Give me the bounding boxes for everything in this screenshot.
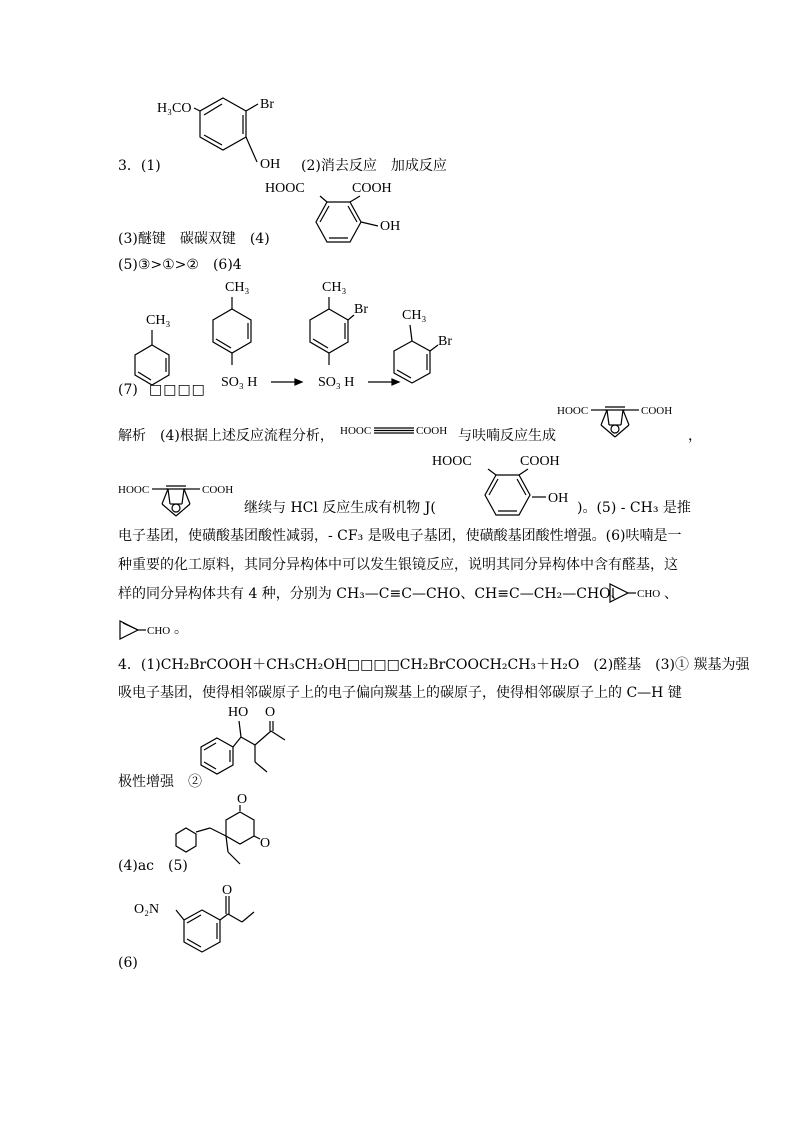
svg-text:HOOC: HOOC: [340, 425, 372, 437]
analysis-end: 。: [174, 621, 188, 637]
molecule-bromotoluenesulfonic-acid: [302, 275, 402, 395]
svg-text:HOOC: HOOC: [118, 484, 150, 496]
analysis-line2b: )。(5) - CH₃ 是推: [577, 500, 691, 516]
svg-text:O: O: [222, 883, 233, 898]
molecule-aldol-product: [195, 700, 305, 785]
q3-item1: 3．(1): [118, 158, 161, 174]
q4-item4: (4)ac (5): [118, 858, 188, 874]
q4-line1: 4．(1)CH₂BrCOOH＋CH₃CH₂OH□□□□CH₂BrCOOCH₂CH₃＋H₂O (2)醛基 (3)① 羰基为强: [118, 657, 750, 673]
analysis-line4: 种重要的化工原料，其同分异构体中可以发生银镜反应，说明其同分异构体中含有醛基，这: [118, 557, 678, 573]
q3-item7-reagent: □□□□: [149, 382, 206, 398]
svg-text:OH: OH: [548, 491, 569, 506]
molecule-toluenesulfonic-acid: [205, 275, 305, 395]
svg-text:CHO: CHO: [637, 588, 661, 600]
svg-text:O: O: [265, 705, 276, 720]
q4-item6: (6): [118, 955, 138, 971]
q3-item5: (5)③>①>② (6)4: [118, 257, 242, 273]
analysis-line1a: 解析 (4)根据上述反应流程分析，: [118, 428, 334, 444]
label-ch3: CH₃: [322, 280, 347, 295]
svg-text:CHO: CHO: [147, 625, 171, 637]
acetylenedicarboxylic-acid: [340, 420, 460, 440]
svg-text:HO: HO: [228, 705, 249, 720]
svg-text:COOH: COOH: [520, 454, 560, 469]
label-so3h: SO₃ H: [318, 375, 355, 390]
label-so3h: SO₃ H: [221, 375, 258, 390]
molecule-bromo-methoxyphenol: [140, 88, 300, 178]
q3-item2: (2)消去反应 加成反应: [301, 158, 447, 174]
label-br: Br: [354, 302, 368, 317]
svg-text:COOH: COOH: [641, 405, 673, 417]
label-br: Br: [260, 97, 274, 112]
analysis-sep: 、: [664, 586, 678, 602]
svg-text:O: O: [260, 836, 271, 851]
cyclopropenecarbaldehyde-2: [118, 615, 208, 643]
analysis-line2a: 继续与 HCl 反应生成有机物 J(: [244, 500, 436, 516]
label-hooc: HOOC: [265, 181, 305, 196]
molecule-hydroxyphthalic-acid: [262, 176, 422, 248]
label-ch3: CH₃: [225, 280, 250, 295]
q4-line3: 极性增强 ②: [118, 774, 202, 790]
svg-text:HOOC: HOOC: [432, 454, 472, 469]
label-cooh: COOH: [352, 181, 392, 196]
analysis-line3: 电子基团，使磺酸基团酸性减弱，- CF₃ 是吸电子基团，使磺酸基团酸性增强。(6)呋喃是一: [118, 528, 682, 544]
svg-text:O₂N: O₂N: [134, 902, 160, 917]
molecule-nitropropiophenone: [130, 876, 280, 972]
label-h3co: H₃CO: [157, 101, 192, 116]
svg-text:COOH: COOH: [416, 425, 448, 437]
molecule-J: [432, 448, 582, 520]
svg-text:O: O: [237, 792, 248, 807]
label-br: Br: [438, 334, 452, 349]
q3-item3: (3)醚键 碳碳双键 (4): [118, 231, 270, 247]
cyclopropenecarbaldehyde-1: [608, 580, 698, 608]
label-ch3: CH₃: [402, 308, 427, 323]
analysis-line5: 样的同分异构体共有 4 种，分别为 CH₃—C≡C—CHO、CH≡C—CH₂—CHO、: [118, 586, 625, 602]
svg-text:HOOC: HOOC: [557, 405, 589, 417]
q3-item7: (7): [118, 382, 138, 398]
molecule-2-bromotoluene: [388, 303, 468, 393]
analysis-line1b: 与呋喃反应生成: [458, 428, 556, 444]
analysis-line1-end: ，: [688, 428, 702, 444]
q4-line2: 吸电子基团，使得相邻碳原子上的电子偏向羰基上的碳原子，使得相邻碳原子上的 C—H 键: [118, 685, 682, 701]
svg-text:COOH: COOH: [202, 484, 234, 496]
label-oh: OH: [260, 157, 281, 172]
molecule-lactone: [170, 790, 300, 870]
label-oh: OH: [380, 219, 401, 234]
label-ch3: CH₃: [146, 313, 171, 328]
